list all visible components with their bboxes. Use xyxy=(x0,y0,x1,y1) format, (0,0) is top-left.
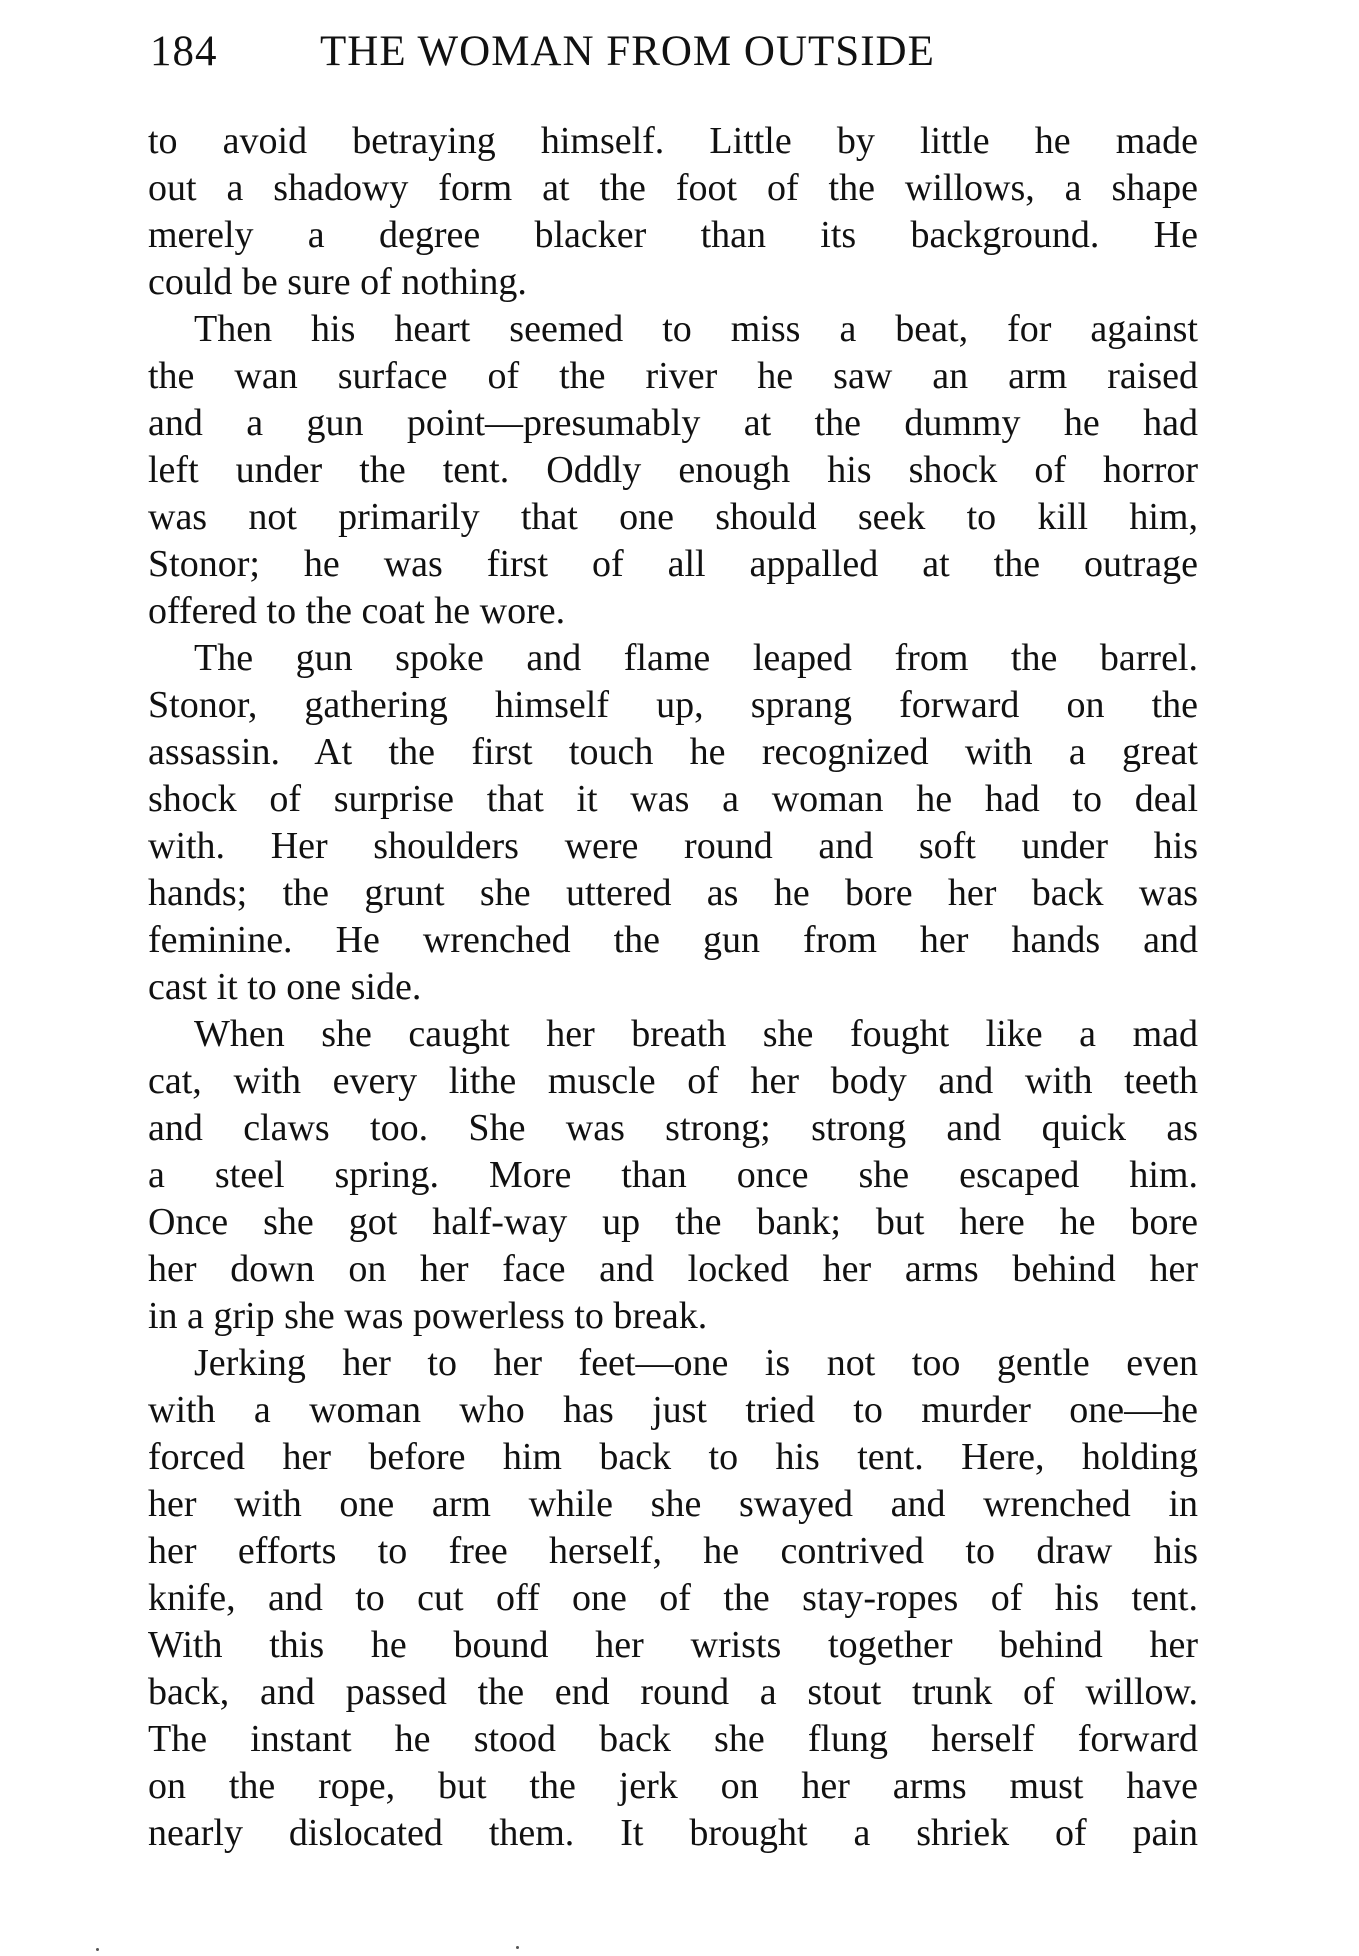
text-line: assassin. At the first touch he recognized with a great xyxy=(148,731,1198,773)
text-line: cat, with every lithe muscle of her body and with teeth xyxy=(148,1060,1198,1102)
paragraph xyxy=(148,306,1198,635)
text-line: When she caught her breath she fought like a mad xyxy=(194,1013,1198,1055)
text-line: cast it to one side. xyxy=(148,966,422,1008)
text-line: nearly dislocated them. It brought a shriek of pain xyxy=(148,1812,1198,1854)
text-line: her down on her face and locked her arms behind her xyxy=(148,1248,1198,1290)
text-line: feminine. He wrenched the gun from her hands and xyxy=(148,919,1198,961)
text-line: Stonor, gathering himself up, sprang forward on the xyxy=(148,684,1198,726)
text-line: and a gun point—presumably at the dummy he had xyxy=(148,402,1198,444)
text-line: with a woman who has just tried to murder one—he xyxy=(148,1389,1198,1431)
text-line: shock of surprise that it was a woman he had to deal xyxy=(148,778,1198,820)
text-line: the wan surface of the river he saw an arm raised xyxy=(148,355,1198,397)
text-line: and claws too. She was strong; strong and quick as xyxy=(148,1107,1198,1149)
text-line: a steel spring. More than once she escaped him. xyxy=(148,1154,1198,1196)
text-line: Once she got half-way up the bank; but here he bore xyxy=(148,1201,1198,1243)
scan-speck xyxy=(96,1948,99,1951)
page-number: 184 xyxy=(150,28,218,75)
text-line: With this he bound her wrists together behind her xyxy=(148,1624,1198,1666)
text-line: offered to the coat he wore. xyxy=(148,590,566,632)
text-line: Stonor; he was first of all appalled at the outrage xyxy=(148,543,1198,585)
text-line: left under the tent. Oddly enough his shock of horror xyxy=(148,449,1198,491)
text-line: merely a degree blacker than its background. He xyxy=(148,214,1198,256)
text-line: with. Her shoulders were round and soft under his xyxy=(148,825,1198,867)
text-line: out a shadowy form at the foot of the willows, a shape xyxy=(148,167,1198,209)
paragraph xyxy=(148,118,1198,306)
paragraph xyxy=(148,1340,1198,1857)
scan-speck xyxy=(516,1946,519,1949)
body-text xyxy=(148,118,1198,1857)
paragraph xyxy=(148,1011,1198,1340)
text-line: to avoid betraying himself. Little by little he made xyxy=(148,120,1198,162)
text-line: in a grip she was powerless to break. xyxy=(148,1295,708,1337)
text-line: Jerking her to her feet—one is not too gentle even xyxy=(194,1342,1198,1384)
running-head xyxy=(150,22,1050,82)
text-line: knife, and to cut off one of the stay-ropes of his tent. xyxy=(148,1577,1198,1619)
text-line: could be sure of nothing. xyxy=(148,261,527,303)
text-line: back, and passed the end round a stout trunk of willow. xyxy=(148,1671,1198,1713)
text-line: The instant he stood back she flung herself forward xyxy=(148,1718,1198,1760)
paragraph xyxy=(148,635,1198,1011)
text-line: her with one arm while she swayed and wrenched in xyxy=(148,1483,1198,1525)
text-line: The gun spoke and flame leaped from the barrel. xyxy=(194,637,1198,679)
text-line: her efforts to free herself, he contrived to draw his xyxy=(148,1530,1198,1572)
book-title: THE WOMAN FROM OUTSIDE xyxy=(320,28,935,75)
text-line: on the rope, but the jerk on her arms must have xyxy=(148,1765,1198,1807)
text-line: was not primarily that one should seek to kill him, xyxy=(148,496,1198,538)
text-line: forced her before him back to his tent. Here, holding xyxy=(148,1436,1198,1478)
text-line: Then his heart seemed to miss a beat, for against xyxy=(194,308,1198,350)
text-line: hands; the grunt she uttered as he bore her back was xyxy=(148,872,1198,914)
